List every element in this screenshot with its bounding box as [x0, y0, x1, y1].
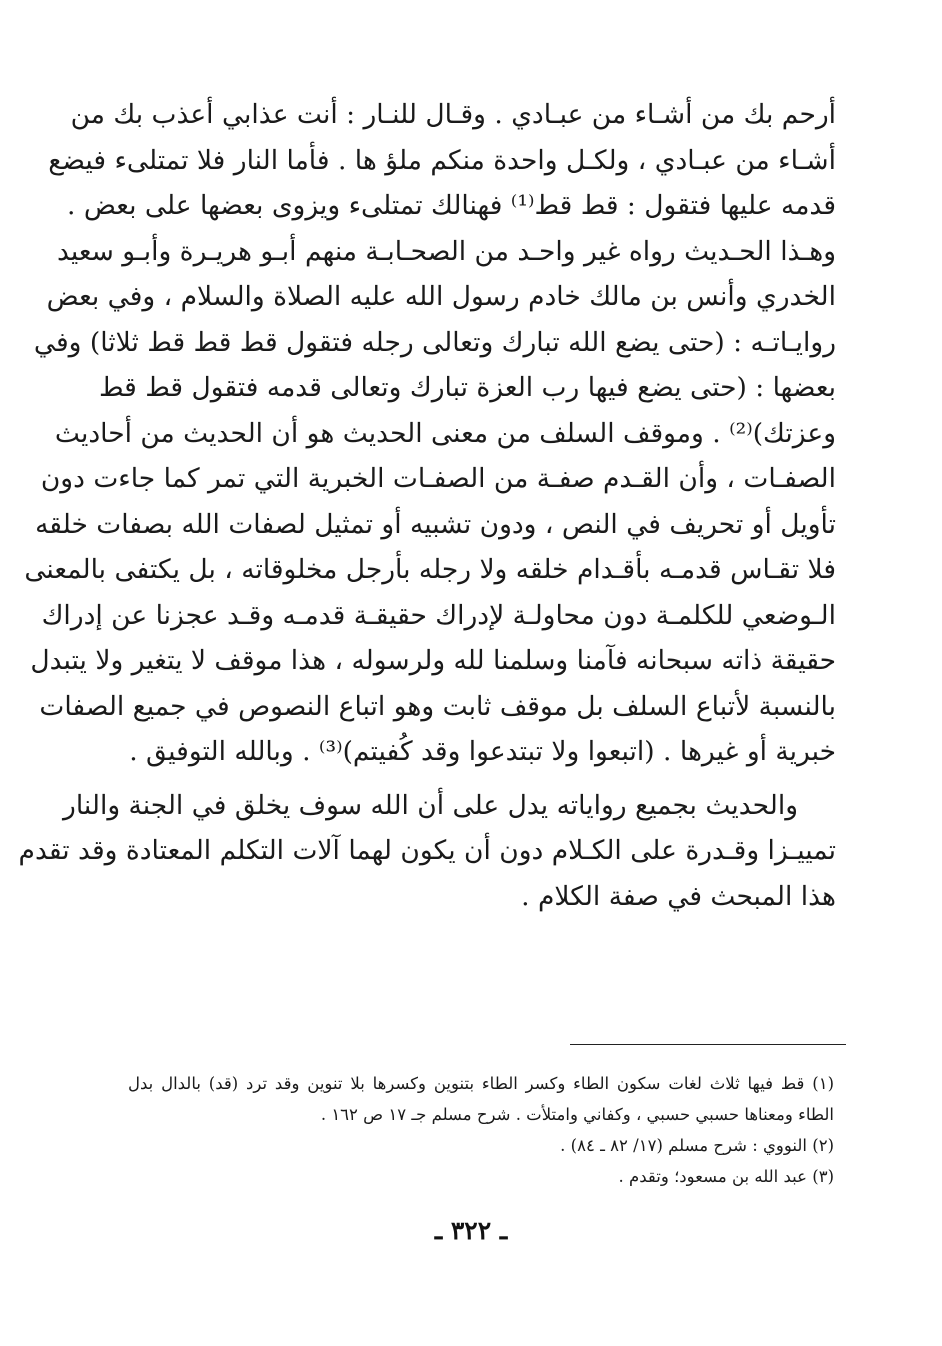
paragraph-spacer	[128, 775, 836, 783]
text-line: قدمه عليها فتقول : قط قط⁽¹⁾ فهنالك تمتلىء ويزوى بعضها على بعض .	[66, 190, 836, 221]
footnotes	[128, 1068, 834, 1192]
text-line: والحديث بجميع رواياته يدل على أن الله سوف يخلق في الجنة والنار	[63, 789, 798, 821]
paragraph-2	[18, 783, 836, 920]
text-line: تأويل أو تحريف في النص ، ودون تشبيه أو تمثيل لصفات الله بصفات خلقه	[35, 508, 836, 540]
footnote-1-continued: الطاء ومعناها حسبي حسبي ، وكفاني وامتلأت . شرح مسلم جـ ١٧ ص ١٦٢ .	[320, 1105, 834, 1124]
footnote-2: (٢) النووي : شرح مسلم (١٧/ ٨٢ ـ ٨٤) .	[560, 1136, 834, 1155]
text-line: الـوضعي للكلمـة دون محاولـة لإدراك حقيقـة قدمـه وقـد عجزنا عن إدراك	[41, 599, 836, 631]
paragraph-1	[24, 92, 836, 775]
main-text	[18, 92, 836, 919]
text-line: الخدري وأنس بن مالك خادم رسول الله عليه الصلاة والسلام ، وفي بعض	[46, 281, 836, 312]
page-number: ـ ٣٢٢ ـ	[434, 1216, 508, 1245]
text-line: فلا تقـاس قدمـه بأقـدام خلقه ولا رجله بأرجل مخلوقاته ، بل يكتفى بالمعنى	[24, 554, 836, 585]
text-line: الصفـات ، وأن القـدم صفـة من الصفـات الخبرية التي تمر كما جاءت دون	[40, 463, 836, 494]
text-line: وهـذا الحـديث رواه غير واحـد من الصحـابـة منهم أبـو هريـرة وأبـو سعيد	[56, 235, 836, 267]
text-line: أشـاء من عبـادي ، ولكـل واحدة منكم ملؤ ها . فأما النار فلا تمتلىء فيضع	[48, 144, 836, 176]
text-line: بالنسبة لأتباع السلف بل موقف ثابت وهو اتباع النصوص في جميع الصفات	[39, 690, 836, 722]
text-line: خبرية أو غيرها . (اتبعوا ولا تبتدعوا وقد كُفيتم)⁽³⁾ . وبالله التوفيق .	[129, 736, 836, 767]
text-line: أرحم بك من أشـاء من عبـادي . وقـال للنـار : أنت عذابي أعذب بك من	[70, 99, 836, 130]
footnote-1: (١) قط فيها ثلاث لغات سكون الطاء وكسر الطاء بتنوين وكسرها بلا تنوين وقد ترد (قد) بالدال بدل	[128, 1074, 834, 1093]
text-line: روايـاتـه : (حتى يضع الله تبارك وتعالى رجله فتقول قط قط قط ثلاثا) وفي	[33, 326, 836, 358]
text-line: بعضها : (حتى يضع فيها رب العزة تبارك وتعالى قدمه فتقول قط قط	[98, 372, 836, 403]
text-line: هذا المبحث في صفة الكلام .	[521, 880, 836, 912]
text-line: وعزتك)⁽²⁾ . وموقف السلف من معنى الحديث هو أن الحديث من أحاديث	[54, 417, 836, 449]
text-line: حقيقة ذاته سبحانه فآمنا وسلمنا لله ولرسوله ، هذا موقف لا يتغير ولا يتبدل	[30, 645, 836, 676]
text-line: تمييـزا وقـدرة على الكـلام دون أن يكون لهما آلات التكلم المعتادة وقد تقدم	[18, 835, 836, 866]
footnote-separator	[570, 1044, 846, 1045]
footnote-3: (٣) عبد الله بن مسعود؛ وتقدم .	[618, 1167, 834, 1186]
